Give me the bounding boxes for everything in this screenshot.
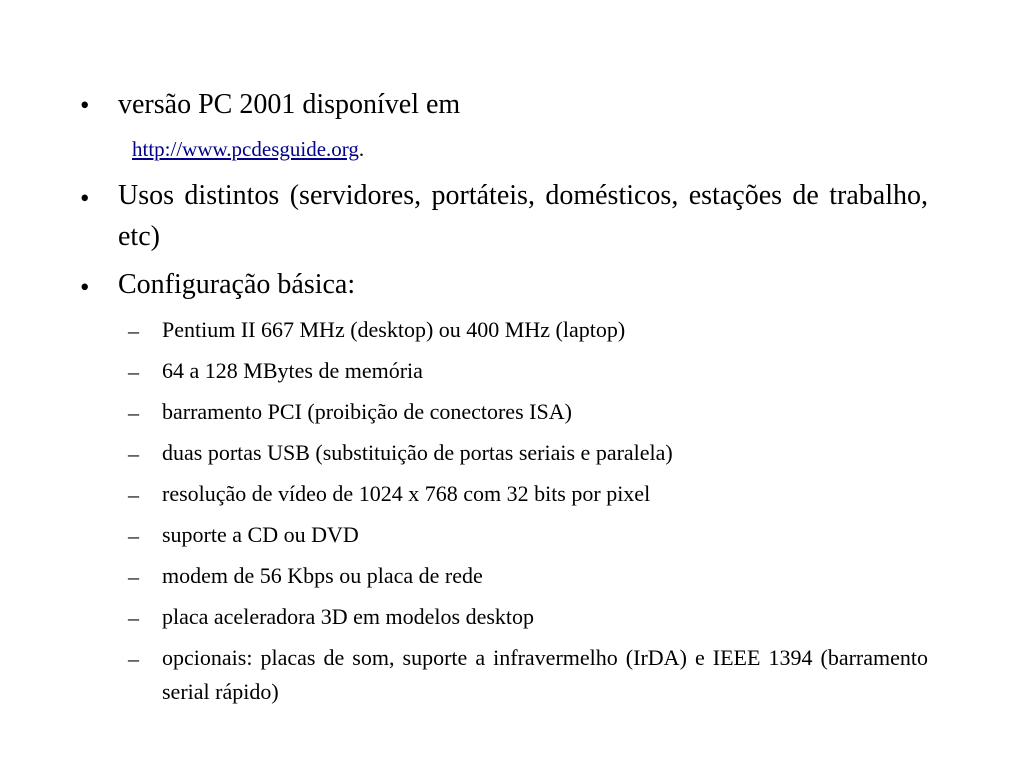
sub-item-7: modem de 56 Kbps ou placa de rede (162, 563, 483, 588)
dash-marker-8: – (128, 605, 139, 630)
bullet-marker-1: • (80, 90, 90, 120)
bullet-1-link-line (132, 134, 364, 167)
bullet-marker-3: • (80, 272, 90, 302)
sub-item-1: Pentium II 667 MHz (desktop) ou 400 MHz (laptop) (162, 317, 626, 342)
sub-item-4: duas portas USB (substituição de portas seriais e paralela) (162, 440, 673, 465)
bullet-1-text (118, 84, 928, 125)
bullet-3-label: Configuração básica: (118, 269, 356, 300)
dash-marker-4: – (128, 441, 139, 466)
sub-item-6: suporte a CD ou DVD (162, 522, 359, 547)
link-suffix: . (358, 137, 365, 161)
sub-item-5: resolução de vídeo de 1024 x 768 com 32 bits por pixel (162, 481, 651, 506)
bullet-3-text (118, 264, 928, 305)
dash-marker-9: – (128, 646, 139, 671)
dash-marker-6: – (128, 523, 139, 548)
sub-item-8: placa aceleradora 3D em modelos desktop (162, 604, 535, 629)
pcdesguide-link[interactable]: http://www.pcdesguide.org (132, 137, 359, 161)
dash-marker-7: – (128, 564, 139, 589)
bullet-marker-2: • (80, 183, 90, 213)
sub-item-3: barramento PCI (proibição de conectores ISA) (162, 399, 572, 424)
dash-marker-3: – (128, 400, 139, 425)
bullet-2-text (118, 175, 928, 257)
sub-item-9: opcionais: placas de som, suporte a infravermelho (IrDA) e IEEE 1394 (barramento serial rápido) (162, 645, 928, 704)
dash-marker-5: – (128, 482, 139, 507)
dash-marker-1: – (128, 318, 139, 343)
sub-item-2: 64 a 128 MBytes de memória (162, 358, 423, 383)
dash-marker-2: – (128, 359, 139, 384)
bullet-2-label: Usos distintos (servidores, portáteis, domésticos, estações de trabalho, etc) (118, 180, 928, 252)
bullet-1-label: versão PC 2001 disponível em (118, 89, 461, 120)
